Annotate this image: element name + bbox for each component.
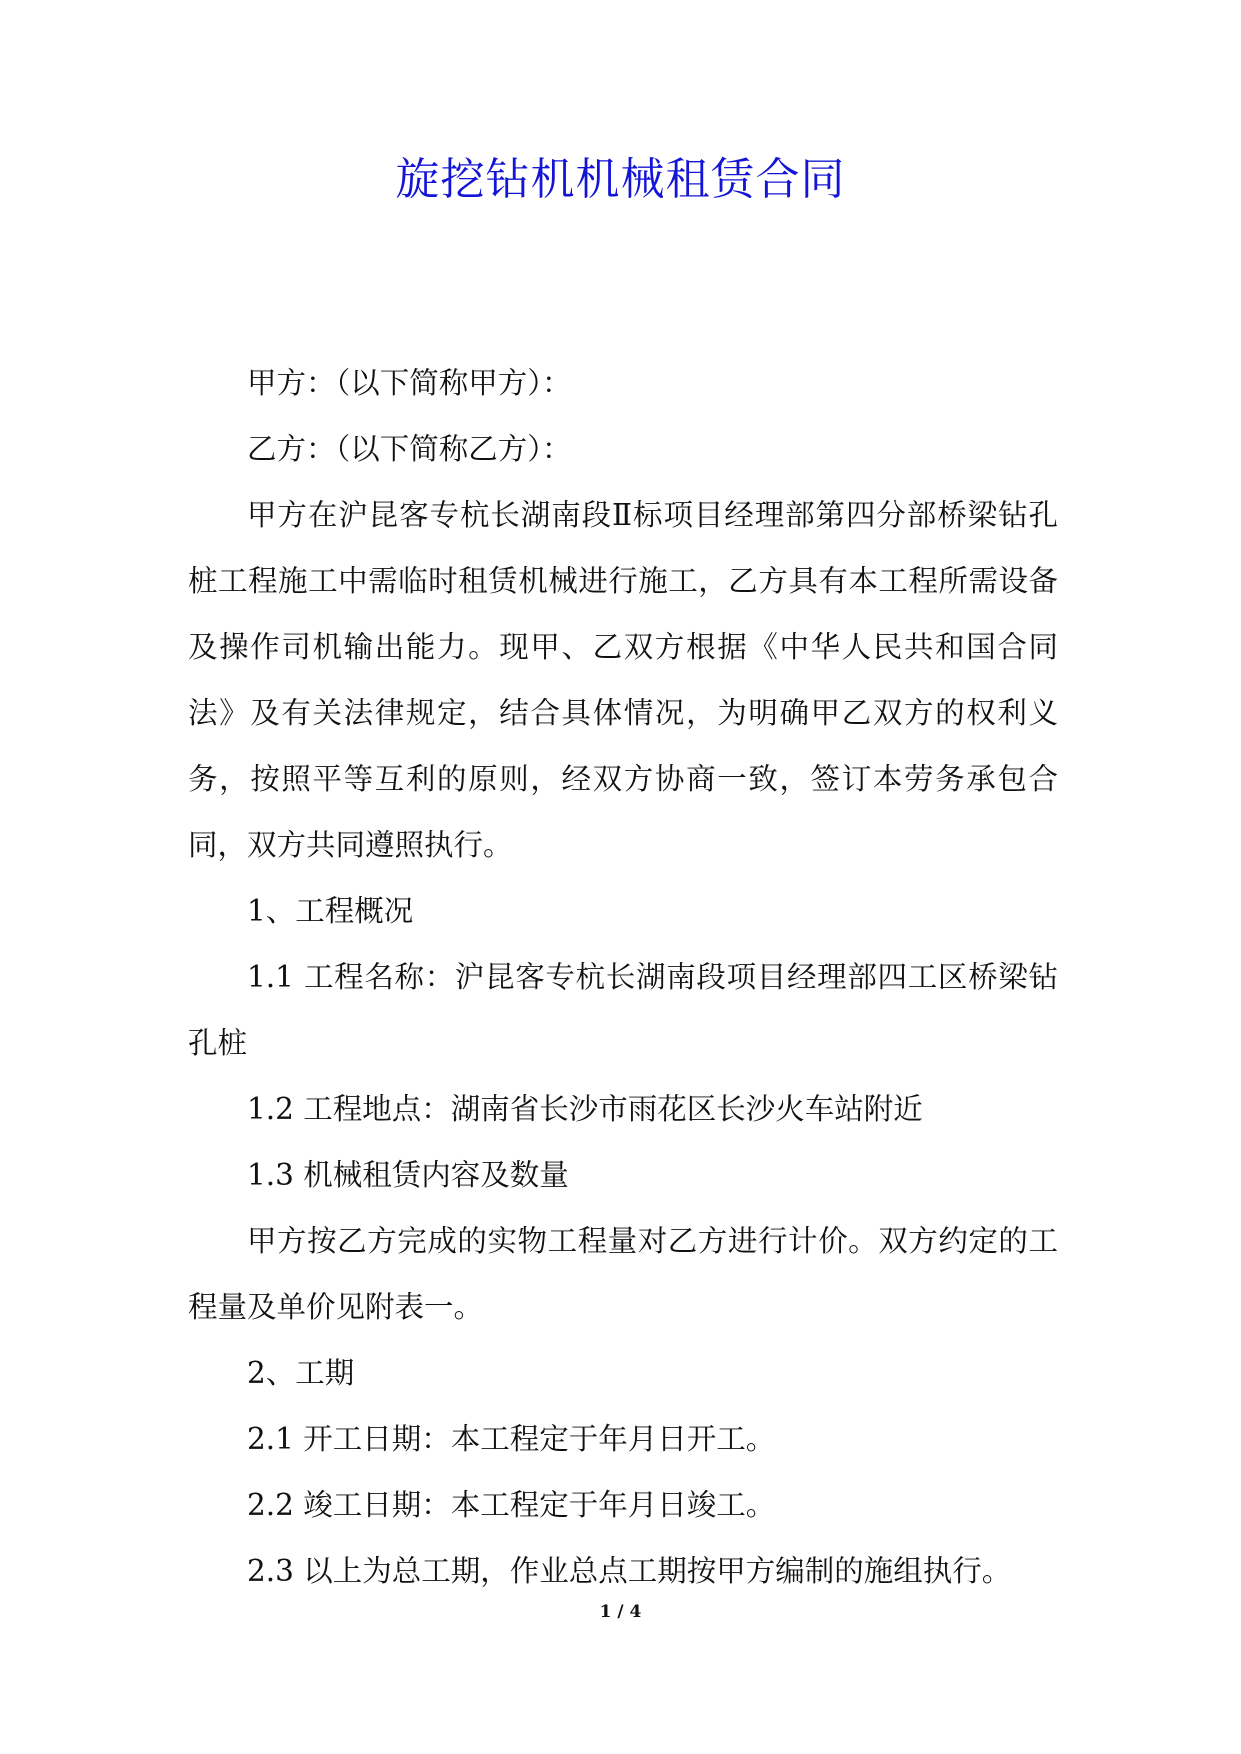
clause-1-1-project-name: 1.1 工程名称：沪昆客专杭长湖南段项目经理部四工区桥梁钻孔桩 (188, 960, 1058, 1060)
paragraph-party-a: 甲方：（以下简称甲方）： (247, 366, 572, 400)
page-number: 1 / 4 (599, 1602, 642, 1622)
document-title: 旋挖钻机机械租赁合同 (395, 154, 846, 205)
paragraph-pricing: 甲方按乙方完成的实物工程量对乙方进行计价。双方约定的工程量及单价见附表一。 (188, 1224, 1058, 1324)
clause-2-3-total-schedule: 2.3 以上为总工期，作业总点工期按甲方编制的施组执行。 (247, 1554, 1012, 1588)
paragraph-preamble: 甲方在沪昆客专杭长湖南段Ⅱ标项目经理部第四分部桥梁钻孔桩工程施工中需临时租赁机械进行施工，乙方具有本工程所需设备及操作司机输出能力。现甲、乙双方根据《中华人民共和国合同法》及有关法律规定，结合具体情况，为明确甲乙双方的权利义务，按照平等互利的原则，经双方协商一致，签订本劳务承包合同，双方共同遵照执行。 (188, 498, 1058, 862)
paragraph-party-b: 乙方：（以下简称乙方）： (247, 432, 572, 466)
section-heading-schedule: 2、工期 (247, 1356, 355, 1390)
clause-2-2-completion-date: 2.2 竣工日期：本工程定于年月日竣工。 (247, 1488, 776, 1522)
document-body (188, 350, 1058, 1604)
section-heading-project-overview: 1、工程概况 (247, 894, 414, 928)
clause-1-2-project-location: 1.2 工程地点：湖南省长沙市雨花区长沙火车站附近 (247, 1092, 923, 1126)
clause-2-1-start-date: 2.1 开工日期：本工程定于年月日开工。 (247, 1422, 776, 1456)
clause-1-3-rental-content: 1.3 机械租赁内容及数量 (247, 1158, 569, 1192)
